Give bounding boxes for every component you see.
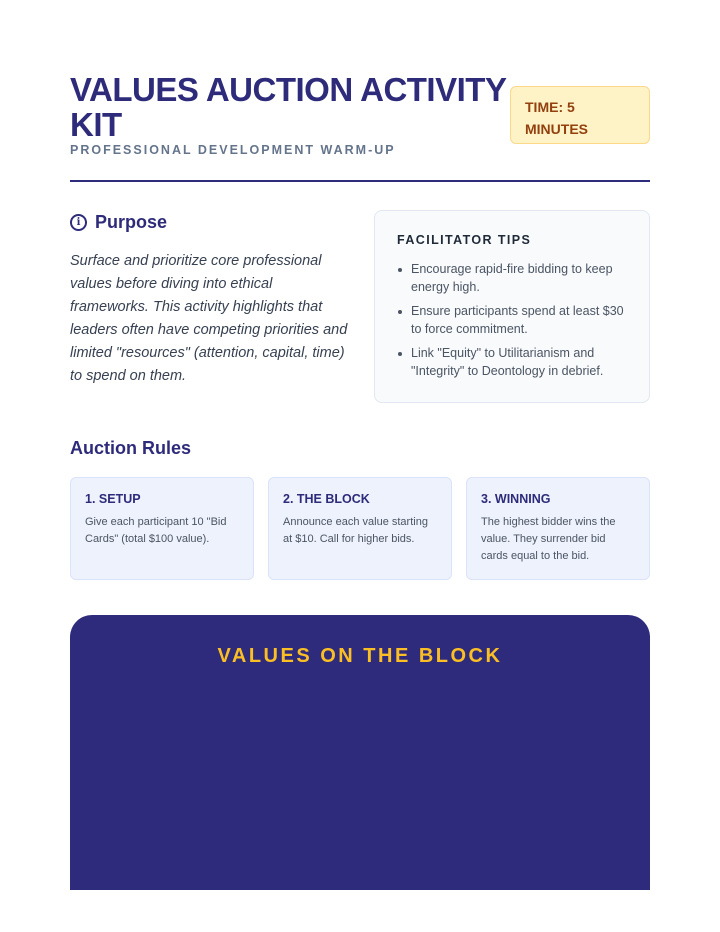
rule-card-setup [70,477,254,580]
rule-card-the-block [268,477,452,580]
facilitator-tips-box [374,210,650,403]
page-header [70,72,650,182]
time-badge: TIME: 5 MINUTES [510,86,650,144]
facilitator-tips-list [397,261,629,380]
auction-rules-heading: Auction Rules [70,438,192,458]
header-divider [70,180,650,182]
tip-item: Link "Equity" to Utilitarianism and "Integrity" to Deontology in debrief. [397,345,629,380]
purpose-text: Surface and prioritize core professional values before diving into ethical frameworks. This activity highlights that leaders often have competing priorities and limited "resources" (attention, capital, time) to spend on them. [70,253,348,384]
page-subtitle: PROFESSIONAL DEVELOPMENT WARM-UP [70,143,396,157]
page-title: VALUES AUCTION ACTIVITY KIT [70,71,506,143]
tip-item: Encourage rapid-fire bidding to keep energy high. [397,261,629,296]
rule-card-winning [466,477,650,580]
rule-card-text: Announce each value starting at $10. Call for higher bids. [283,516,428,545]
tip-item: Ensure participants spend at least $30 to force commitment. [397,303,629,338]
rule-card-text: Give each participant 10 "Bid Cards" (total $100 value). [85,516,227,545]
rule-card-title: 2. THE BLOCK [283,492,370,506]
info-icon: i [70,214,87,231]
rule-card-title: 1. SETUP [85,492,141,506]
purpose-heading-row [70,210,350,234]
values-block-title: VALUES ON THE BLOCK [217,645,503,667]
purpose-heading: Purpose [95,211,168,232]
purpose-section [70,210,350,388]
rule-card-title: 3. WINNING [481,492,551,506]
values-on-the-block-panel [70,615,650,890]
rule-card-text: The highest bidder wins the value. They surrender bid cards equal to the bid. [481,516,616,562]
facilitator-tips-title: FACILITATOR TIPS [397,233,532,247]
